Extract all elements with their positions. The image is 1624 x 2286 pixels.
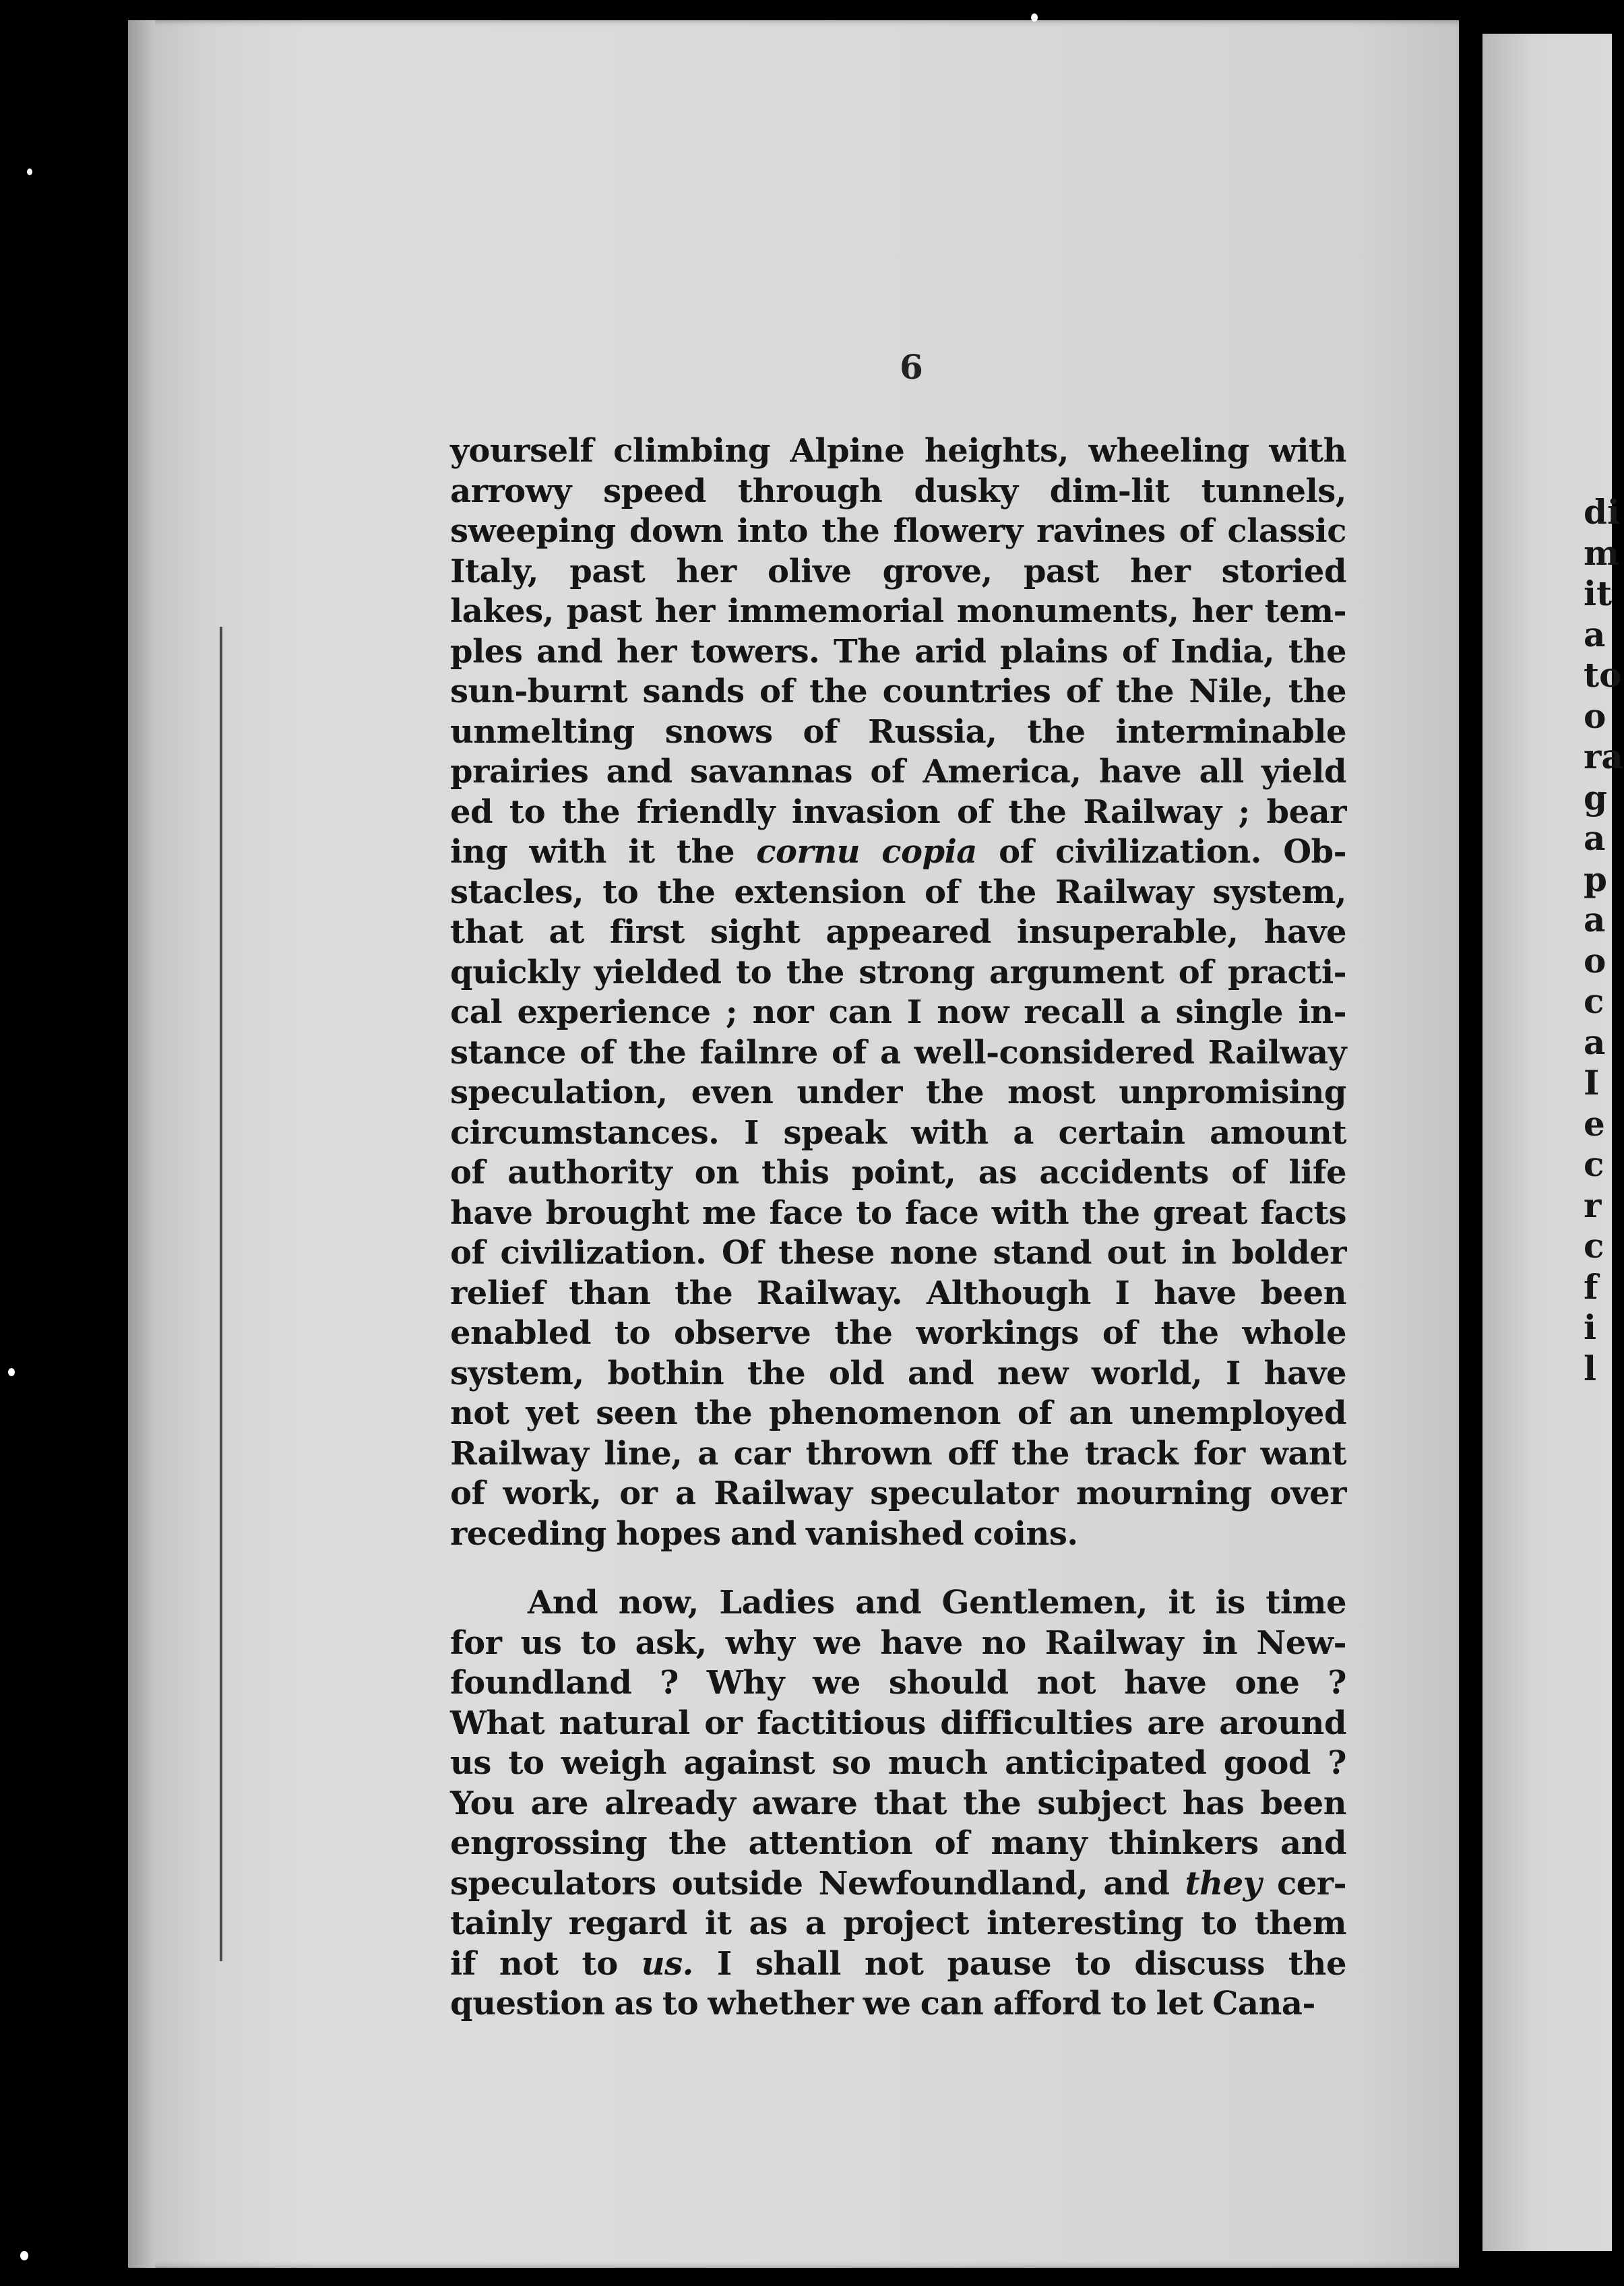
text-line: sun-burnt sands of the countries of the Nile, the xyxy=(450,673,1346,710)
dust-speck xyxy=(20,2251,28,2260)
page-number: 6 xyxy=(900,347,923,387)
adjacent-page-fragment: g xyxy=(1584,777,1607,817)
adjacent-page-fragment: f xyxy=(1584,1266,1598,1307)
adjacent-page-fragment: a xyxy=(1584,818,1606,858)
text-line: ples and her towers. The arid plains of India, the xyxy=(450,632,1346,671)
adjacent-page-fragment: r xyxy=(1584,1185,1602,1225)
text-segment: speculators outside Newfoundland, and xyxy=(450,1864,1185,1903)
text-line: cal experience ; nor can I now recall a single in- xyxy=(450,993,1346,1031)
adjacent-page-fragment: di xyxy=(1584,492,1620,532)
text-line: Railway line, a car thrown off the track for want xyxy=(450,1434,1346,1473)
text-segment: of civilization. Ob- xyxy=(976,833,1346,871)
text-line: arrowy speed through dusky dim-lit tunnels, xyxy=(450,472,1346,510)
binding-line xyxy=(220,627,222,1961)
body-text xyxy=(450,431,1346,2025)
text-line: of work, or a Railway speculator mourning over xyxy=(450,1475,1346,1512)
text-line: Italy, past her olive grove, past her storied xyxy=(450,552,1346,590)
adjacent-page-fragment: i xyxy=(1584,1307,1596,1347)
adjacent-page-fragment: c xyxy=(1584,1226,1604,1266)
text-line: ed to the friendly invasion of the Railway ; bear xyxy=(450,793,1346,831)
adjacent-page-fragment: p xyxy=(1584,859,1607,899)
text-line: relief than the Railway. Although I have been xyxy=(450,1274,1346,1312)
paragraph-1 xyxy=(450,431,1346,1554)
text-line: quickly yielded to the strong argument of practi- xyxy=(450,953,1346,991)
page-spine xyxy=(128,20,155,2268)
text-line: What natural or factitious difficulties are around xyxy=(450,1704,1346,1742)
text-line: enabled to observe the workings of the whole xyxy=(450,1314,1346,1352)
adjacent-page-fragment: to xyxy=(1584,655,1622,695)
text-segment: if not to xyxy=(450,1944,642,1983)
adjacent-page-fragment: m xyxy=(1584,532,1619,573)
adjacent-page xyxy=(1482,34,1623,2251)
dust-speck xyxy=(27,168,32,175)
text-segment: ing with it the xyxy=(450,833,757,871)
text-line: us to weigh against so much anticipated good ? xyxy=(450,1744,1346,1782)
adjacent-page-fragment: o xyxy=(1584,696,1606,736)
adjacent-page-fragment: I xyxy=(1584,1063,1600,1103)
text-line: yourself climbing Alpine heights, wheeling with xyxy=(450,432,1346,470)
text-line: receding hopes and vanished coins. xyxy=(450,1514,1078,1553)
adjacent-page-fragment: it xyxy=(1584,574,1613,613)
text-segment: cer- xyxy=(1261,1864,1347,1903)
adjacent-page-fragment: e xyxy=(1584,1103,1605,1144)
text-line: stacles, to the extension of the Railway system, xyxy=(450,873,1346,911)
text-line xyxy=(450,1944,1346,1985)
text-line: You are already aware that the subject has been xyxy=(450,1784,1346,1822)
dust-speck xyxy=(8,1368,15,1376)
text-line: have brought me face to face with the great facts xyxy=(450,1194,1346,1232)
text-line: unmelting snows of Russia, the interminable xyxy=(450,712,1346,751)
adjacent-page-fragment: a xyxy=(1584,1022,1606,1062)
adjacent-page-fragment: c xyxy=(1584,1144,1604,1184)
italic-text: cornu copia xyxy=(756,833,977,871)
italic-text: they xyxy=(1185,1864,1261,1903)
adjacent-page-fragment: c xyxy=(1584,981,1604,1021)
text-line: And now, Ladies and Gentlemen, it is time xyxy=(528,1584,1346,1621)
text-line: not yet seen the phenomenon of an unemployed xyxy=(450,1394,1346,1432)
adjacent-page-text xyxy=(1584,492,1624,1389)
text-line: system, bothin the old and new world, I have xyxy=(450,1354,1346,1392)
text-line: engrossing the attention of many thinkers and xyxy=(450,1824,1346,1862)
paragraph-2 xyxy=(450,1583,1346,2025)
adjacent-page-fragment: o xyxy=(1584,940,1606,981)
text-line: speculation, even under the most unpromising xyxy=(450,1074,1346,1111)
text-line xyxy=(450,1864,1346,1905)
adjacent-page-fragment: a xyxy=(1584,614,1606,654)
text-line: of authority on this point, as accidents of life xyxy=(450,1154,1346,1192)
adjacent-page-fragment: l xyxy=(1584,1348,1596,1388)
dust-speck xyxy=(1031,13,1038,22)
paragraph-gap xyxy=(450,1554,1346,1583)
italic-text: us. xyxy=(641,1944,693,1983)
adjacent-page-fragment: ra xyxy=(1584,737,1623,776)
text-line: for us to ask, why we have no Railway in New- xyxy=(450,1624,1346,1662)
text-line: stance of the failnre of a well-considered Railway xyxy=(450,1033,1346,1072)
text-line: that at first sight appeared insuperable, have xyxy=(450,913,1346,951)
text-line: question as to whether we can afford to let Cana- xyxy=(450,1985,1315,2022)
text-line: lakes, past her immemorial monuments, her tem- xyxy=(450,592,1346,630)
text-segment: I shall not pause to discuss the xyxy=(693,1944,1346,1983)
text-line: foundland ? Why we should not have one ? xyxy=(450,1664,1346,1702)
text-line xyxy=(450,832,1346,873)
adjacent-page-fragment: a xyxy=(1584,900,1606,939)
text-line: sweeping down into the flowery ravines of classic xyxy=(450,512,1346,550)
text-line: of civilization. Of these none stand out in bolder xyxy=(450,1234,1346,1272)
text-line: tainly regard it as a project interesting to them xyxy=(450,1905,1346,1942)
text-line: prairies and savannas of America, have all yield xyxy=(450,753,1346,791)
text-line: circumstances. I speak with a certain amount xyxy=(450,1113,1346,1152)
